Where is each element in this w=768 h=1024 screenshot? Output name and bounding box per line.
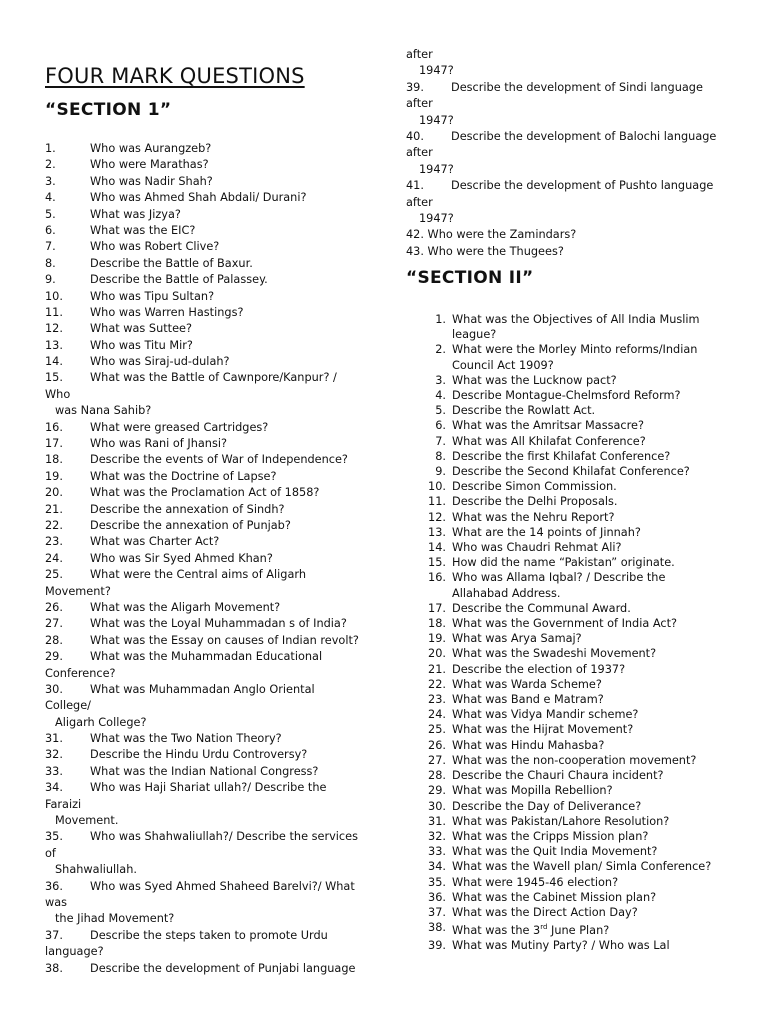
- question-number: 6.: [435, 419, 446, 433]
- question-line: [45, 616, 375, 632]
- question-number: 21.: [428, 662, 446, 676]
- question-number: 38.: [428, 921, 446, 935]
- question-continuation: language?: [45, 945, 104, 959]
- question-continuation: Shahwaliullah.: [55, 863, 137, 877]
- question-continuation: Allahabad Address.: [452, 586, 561, 600]
- question-text: June Plan?: [547, 923, 610, 937]
- question-text: Who was Siraj-ud-dulah?: [90, 355, 230, 369]
- question-number: 21.: [45, 502, 63, 516]
- section-1-heading: “SECTION 1”: [45, 100, 172, 120]
- question-item: [406, 707, 736, 722]
- question-number: 15.: [428, 556, 446, 570]
- question-text: What were 1945-46 election?: [452, 875, 619, 889]
- question-number: 19.: [45, 469, 63, 483]
- question-text: What was the Quit India Movement?: [452, 845, 658, 859]
- question-number: 20.: [45, 486, 63, 500]
- question-item: [406, 738, 736, 753]
- question-text: Describe the Hindu Urdu Controversy?: [90, 748, 308, 762]
- question-continuation: after: [406, 97, 433, 111]
- question-item: [406, 434, 736, 449]
- question-text: Describe the Delhi Proposals.: [452, 495, 618, 509]
- question-number: 24.: [428, 708, 446, 722]
- question-line: [45, 370, 375, 386]
- question-number: 13.: [45, 338, 63, 352]
- question-line: [45, 436, 375, 452]
- question-text: What were the Central aims of Aligarh: [90, 568, 306, 582]
- question-line: [45, 223, 375, 239]
- question-text: What was Arya Samaj?: [452, 632, 582, 646]
- question-continuation: 1947?: [419, 211, 454, 225]
- question-line: [45, 207, 375, 223]
- question-continuation: 1947?: [419, 64, 454, 78]
- question-text: What was the Wavell plan/ Simla Conference?: [452, 860, 712, 874]
- question-text: What was the Lucknow pact?: [452, 373, 617, 387]
- question-line: [45, 354, 375, 370]
- question-line: [45, 452, 375, 468]
- question-number: 16.: [428, 571, 446, 585]
- page-title: FOUR MARK QUESTIONS: [45, 64, 305, 89]
- question-number: 34.: [45, 781, 63, 795]
- section-1-question-list: [45, 141, 375, 977]
- question-number: 6.: [45, 223, 56, 237]
- question-text: What was Band e Matram?: [452, 693, 604, 707]
- question-text: Describe the Battle of Baxur.: [90, 256, 253, 270]
- question-number: 27.: [428, 753, 446, 767]
- question-text: What was the Proclamation Act of 1858?: [90, 486, 320, 500]
- question-number: 12.: [428, 510, 446, 524]
- question-text: What was Vidya Mandir scheme?: [452, 708, 639, 722]
- question-continuation: after: [406, 146, 433, 160]
- question-item: [406, 722, 736, 737]
- question-number: 28.: [45, 633, 63, 647]
- question-line: [45, 321, 375, 337]
- question-item: [406, 890, 736, 905]
- question-text: Who was Titu Mir?: [90, 338, 193, 352]
- question-text: What are the 14 points of Jinnah?: [452, 525, 641, 539]
- section-2-question-list: [406, 312, 736, 953]
- question-text: Who was Rani of Jhansi?: [90, 437, 227, 451]
- question-item: [406, 875, 736, 890]
- question-number: 25.: [45, 568, 63, 582]
- question-number: 5.: [45, 207, 56, 221]
- question-number: 8.: [45, 256, 56, 270]
- question-line: [45, 469, 375, 485]
- question-number: 32.: [428, 829, 446, 843]
- question-continuation: Conference?: [45, 666, 116, 680]
- question-number: 24.: [45, 551, 63, 565]
- question-number: 29.: [428, 784, 446, 798]
- question-text: What was the Battle of Cawnpore/Kanpur? /: [90, 371, 337, 385]
- question-text: What was the Direct Action Day?: [452, 905, 638, 919]
- question-text: Describe the Rowlatt Act.: [452, 404, 596, 418]
- question-line: [45, 305, 375, 321]
- question-text: Who was Shahwaliullah?/ Describe the services: [90, 830, 358, 844]
- question-line: [45, 256, 375, 272]
- question-number: 36.: [428, 890, 446, 904]
- question-number: 28.: [428, 769, 446, 783]
- question-number: 1.: [435, 313, 446, 326]
- question-text: What was the Cabinet Mission plan?: [452, 890, 657, 904]
- question-text: Who was Syed Ahmed Shaheed Barelvi?/ What: [90, 879, 355, 893]
- question-number: 36.: [45, 879, 63, 893]
- question-line: [45, 600, 375, 616]
- question-text: What was Mutiny Party? / Who was Lal: [452, 939, 670, 953]
- question-continuation: Faraizi: [45, 797, 82, 811]
- question-line: [45, 764, 375, 780]
- question-number: 10.: [428, 480, 446, 494]
- question-continuation: 42. Who were the Zamindars?: [406, 228, 577, 242]
- question-text: Describe the annexation of Sindh?: [90, 502, 285, 516]
- question-line: [406, 178, 736, 194]
- question-text: Describe the steps taken to promote Urdu: [90, 928, 328, 942]
- question-continuation: the Jihad Movement?: [55, 912, 175, 926]
- question-number: 3.: [45, 174, 56, 188]
- question-item: [406, 783, 736, 798]
- question-line: [45, 174, 375, 190]
- question-text: Who was Haji Shariat ullah?/ Describe the: [90, 781, 327, 795]
- question-text: Describe the Battle of Palassey.: [90, 273, 268, 287]
- ordinal-suffix: rd: [540, 923, 548, 932]
- question-text: What was the 3: [452, 923, 541, 937]
- question-text: What was the Government of India Act?: [452, 617, 678, 631]
- question-item: [406, 938, 736, 953]
- question-text: Who was Ahmed Shah Abdali/ Durani?: [90, 191, 307, 205]
- question-line: [45, 338, 375, 354]
- question-number: 23.: [428, 693, 446, 707]
- question-item: [406, 631, 736, 646]
- question-item: [406, 342, 736, 372]
- question-text: What was the Two Nation Theory?: [90, 732, 282, 746]
- question-number: 35.: [45, 830, 63, 844]
- question-text: What was the Muhammadan Educational: [90, 650, 323, 664]
- question-item: [406, 616, 736, 631]
- question-text: Who was Warren Hastings?: [90, 305, 244, 319]
- question-number: 26.: [45, 600, 63, 614]
- question-number: 34.: [428, 860, 446, 874]
- question-number: 19.: [428, 632, 446, 646]
- question-number: 39.: [428, 939, 446, 953]
- question-line: [45, 289, 375, 305]
- question-line: [45, 420, 375, 436]
- question-line: [45, 157, 375, 173]
- question-line: [45, 879, 375, 895]
- question-number: 17.: [45, 437, 63, 451]
- question-number: 11.: [45, 305, 63, 319]
- question-number: 40.: [406, 129, 424, 143]
- question-text: What was the Hijrat Movement?: [452, 723, 634, 737]
- question-number: 22.: [45, 518, 63, 532]
- question-item: [406, 373, 736, 388]
- question-text: What was the EIC?: [90, 223, 196, 237]
- question-number: 15.: [45, 371, 63, 385]
- question-item: [406, 388, 736, 403]
- question-item: [406, 753, 736, 768]
- question-continuation: Council Act 1909?: [452, 358, 554, 372]
- question-number: 4.: [435, 389, 446, 403]
- question-continuation: Aligarh College?: [55, 715, 147, 729]
- question-number: 7.: [45, 240, 56, 254]
- question-continuation: Movement?: [45, 584, 111, 598]
- question-text: What was Charter Act?: [90, 535, 220, 549]
- question-text: What was the Amritsar Massacre?: [452, 419, 644, 433]
- question-text: Describe the annexation of Punjab?: [90, 518, 291, 532]
- question-continuation: of: [45, 846, 56, 860]
- question-number: 31.: [428, 814, 446, 828]
- question-text: What was the Doctrine of Lapse?: [90, 469, 277, 483]
- question-text: Describe the Second Khilafat Conference?: [452, 465, 690, 479]
- question-continuation: Who: [45, 387, 71, 401]
- question-text: Who was Sir Syed Ahmed Khan?: [90, 551, 273, 565]
- question-text: What was the Swadeshi Movement?: [452, 647, 657, 661]
- question-text: Describe the development of Balochi language: [451, 129, 717, 143]
- question-item: [406, 905, 736, 920]
- question-line: [45, 928, 375, 944]
- question-continuation: after: [406, 48, 433, 61]
- question-text: What was All Khilafat Conference?: [452, 434, 646, 448]
- question-number: 31.: [45, 732, 63, 746]
- question-number: 32.: [45, 748, 63, 762]
- question-text: What were the Morley Minto reforms/Indian: [452, 343, 698, 357]
- question-number: 3.: [435, 373, 446, 387]
- question-item: [406, 662, 736, 677]
- question-text: What was the Objectives of All India Muslim: [452, 313, 700, 326]
- question-number: 26.: [428, 738, 446, 752]
- question-text: What was Pakistan/Lahore Resolution?: [452, 814, 670, 828]
- question-text: Who was Chaudri Rehmat Ali?: [452, 541, 622, 555]
- question-number: 13.: [428, 525, 446, 539]
- section-1-question-list-continued: [406, 47, 736, 260]
- question-item: [406, 418, 736, 433]
- question-line: [45, 534, 375, 550]
- question-number: 33.: [428, 845, 446, 859]
- question-line: [45, 633, 375, 649]
- question-number: 41.: [406, 179, 424, 193]
- question-line: [45, 961, 375, 977]
- question-text: How did the name “Pakistan” originate.: [452, 556, 675, 570]
- question-item: [406, 859, 736, 874]
- question-item: [406, 692, 736, 707]
- question-text: Describe the development of Punjabi language: [90, 961, 356, 975]
- question-item: [406, 494, 736, 509]
- question-text: What was Hindu Mahasba?: [452, 738, 605, 752]
- question-text: What was Warda Scheme?: [452, 677, 602, 691]
- question-number: 9.: [435, 465, 446, 479]
- question-number: 10.: [45, 289, 63, 303]
- question-item: [406, 555, 736, 570]
- question-item: [406, 799, 736, 814]
- question-item: [406, 312, 736, 342]
- question-text: Who was Allama Iqbal? / Describe the: [452, 571, 666, 585]
- question-item: [406, 403, 736, 418]
- question-item: [406, 768, 736, 783]
- question-number: 14.: [428, 541, 446, 555]
- question-number: 37.: [428, 905, 446, 919]
- question-continuation: league?: [452, 328, 497, 342]
- question-text: Describe the development of Pushto language: [451, 179, 714, 193]
- question-line: [45, 780, 375, 796]
- question-number: 12.: [45, 322, 63, 336]
- question-continuation: Movement.: [55, 814, 119, 828]
- question-line: [45, 485, 375, 501]
- question-line: [45, 141, 375, 157]
- question-number: 18.: [45, 453, 63, 467]
- question-text: Describe the events of War of Independence?: [90, 453, 348, 467]
- question-number: 23.: [45, 535, 63, 549]
- question-text: What was the Essay on causes of Indian revolt?: [90, 633, 359, 647]
- question-item: [406, 920, 736, 938]
- question-number: 30.: [428, 799, 446, 813]
- question-text: Who was Nadir Shah?: [90, 174, 213, 188]
- question-line: [45, 829, 375, 845]
- question-line: [45, 551, 375, 567]
- question-line: [406, 80, 736, 96]
- question-number: 5.: [435, 404, 446, 418]
- question-number: 1.: [45, 142, 56, 155]
- question-item: [406, 570, 736, 600]
- question-number: 2.: [435, 343, 446, 357]
- question-text: What were greased Cartridges?: [90, 420, 269, 434]
- question-text: What was the non-cooperation movement?: [452, 753, 697, 767]
- question-item: [406, 677, 736, 692]
- question-continuation: was Nana Sahib?: [55, 404, 152, 418]
- question-text: What was the Loyal Muhammadan s of India?: [90, 617, 347, 631]
- question-line: [45, 518, 375, 534]
- question-number: 25.: [428, 723, 446, 737]
- question-line: [45, 239, 375, 255]
- question-line: [45, 502, 375, 518]
- question-text: Describe Simon Commission.: [452, 480, 617, 494]
- question-item: [406, 510, 736, 525]
- question-text: Describe the Chauri Chaura incident?: [452, 769, 664, 783]
- question-number: 11.: [428, 495, 446, 509]
- question-text: Describe Montague-Chelmsford Reform?: [452, 389, 681, 403]
- question-text: Describe the Day of Deliverance?: [452, 799, 642, 813]
- question-text: Describe the development of Sindi language: [451, 80, 703, 94]
- question-number: 30.: [45, 682, 63, 696]
- question-text: What was the Indian National Congress?: [90, 764, 319, 778]
- question-number: 2.: [45, 158, 56, 172]
- section-2-heading: “SECTION II”: [406, 268, 534, 288]
- question-text: Describe the first Khilafat Conference?: [452, 449, 671, 463]
- question-continuation: 1947?: [419, 162, 454, 176]
- question-text: What was Jizya?: [90, 207, 181, 221]
- question-line: [406, 129, 736, 145]
- question-item: [406, 525, 736, 540]
- question-text: Describe the election of 1937?: [452, 662, 626, 676]
- question-text: What was the Cripps Mission plan?: [452, 829, 649, 843]
- question-number: 9.: [45, 273, 56, 287]
- question-number: 7.: [435, 434, 446, 448]
- question-number: 4.: [45, 191, 56, 205]
- question-text: Who was Aurangzeb?: [90, 142, 212, 155]
- question-text: What was the Nehru Report?: [452, 510, 615, 524]
- question-line: [45, 649, 375, 665]
- question-item: [406, 479, 736, 494]
- question-line: [45, 747, 375, 763]
- question-line: [45, 731, 375, 747]
- question-item: [406, 814, 736, 829]
- question-item: [406, 540, 736, 555]
- question-continuation: College/: [45, 699, 91, 713]
- question-continuation: was: [45, 895, 68, 909]
- question-number: 14.: [45, 355, 63, 369]
- question-item: [406, 601, 736, 616]
- question-continuation: 43. Who were the Thugees?: [406, 244, 564, 258]
- question-text: What was Suttee?: [90, 322, 192, 336]
- question-line: [45, 682, 375, 698]
- question-text: Who was Robert Clive?: [90, 240, 220, 254]
- question-number: 27.: [45, 617, 63, 631]
- question-item: [406, 646, 736, 661]
- question-number: 20.: [428, 647, 446, 661]
- question-number: 35.: [428, 875, 446, 889]
- question-item: [406, 449, 736, 464]
- question-continuation: 1947?: [419, 113, 454, 127]
- question-item: [406, 844, 736, 859]
- question-number: 29.: [45, 650, 63, 664]
- question-text: Who were Marathas?: [90, 158, 209, 172]
- question-number: 39.: [406, 80, 424, 94]
- question-number: 8.: [435, 449, 446, 463]
- question-text: What was the Aligarh Movement?: [90, 600, 281, 614]
- question-text: What was Muhammadan Anglo Oriental: [90, 682, 315, 696]
- question-line: [45, 272, 375, 288]
- question-number: 17.: [428, 601, 446, 615]
- question-text: Describe the Communal Award.: [452, 601, 631, 615]
- question-number: 38.: [45, 961, 63, 975]
- question-number: 16.: [45, 420, 63, 434]
- question-number: 22.: [428, 677, 446, 691]
- question-item: [406, 464, 736, 479]
- question-item: [406, 829, 736, 844]
- question-text: Who was Tipu Sultan?: [90, 289, 215, 303]
- question-text: What was Mopilla Rebellion?: [452, 784, 613, 798]
- question-line: [45, 567, 375, 583]
- question-number: 37.: [45, 928, 63, 942]
- question-number: 18.: [428, 617, 446, 631]
- question-line: [45, 190, 375, 206]
- question-number: 33.: [45, 764, 63, 778]
- question-continuation: after: [406, 195, 433, 209]
